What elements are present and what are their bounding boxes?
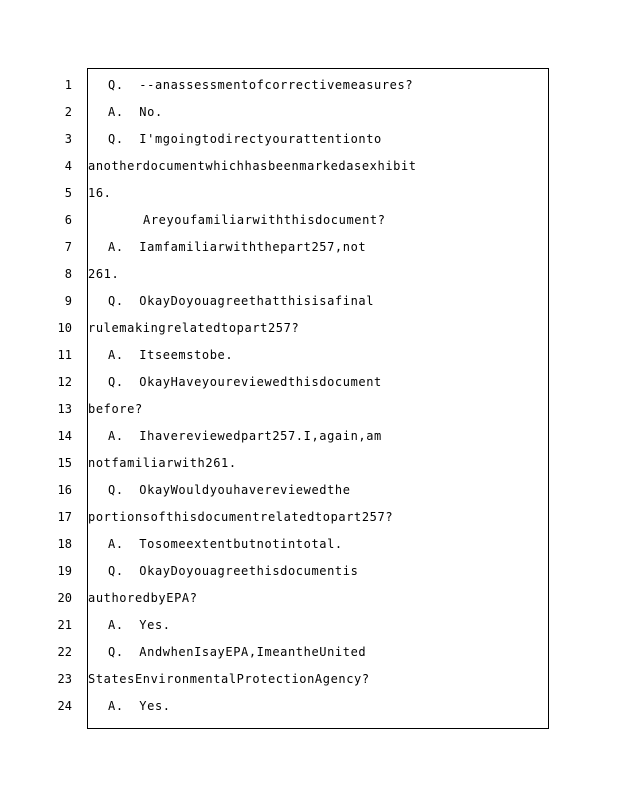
transcript-line: StatesEnvironmentalProtectionAgency? bbox=[88, 672, 370, 686]
transcript-line: Q. OkayDoyouagreethatthisisafinal bbox=[108, 294, 375, 308]
line-number: 23 bbox=[57, 672, 72, 686]
line-number: 6 bbox=[64, 213, 72, 227]
transcript-line: notfamiliarwith261. bbox=[88, 456, 237, 470]
line-number: 5 bbox=[64, 186, 72, 200]
line-number: 7 bbox=[64, 240, 72, 254]
line-number: 13 bbox=[57, 402, 72, 416]
line-number: 8 bbox=[64, 267, 72, 281]
transcript-line: Q. AndwhenIsayEPA,ImeantheUnited bbox=[108, 645, 367, 659]
line-number: 1 bbox=[64, 78, 72, 92]
transcript-line: Q. OkayHaveyoureviewedthisdocument bbox=[108, 375, 382, 389]
transcript-line: A. Itseemstobe. bbox=[108, 348, 234, 362]
transcript-line: portionsofthisdocumentrelatedtopart257? bbox=[88, 510, 394, 524]
line-number: 12 bbox=[57, 375, 72, 389]
transcript-line: Q. OkayDoyouagreethisdocumentis bbox=[108, 564, 359, 578]
line-number: 3 bbox=[64, 132, 72, 146]
line-number: 21 bbox=[57, 618, 72, 632]
transcript-line: A. Tosomeextentbutnotintotal. bbox=[108, 537, 343, 551]
line-number: 10 bbox=[57, 321, 72, 335]
transcript-line: Q. I'mgoingtodirectyourattentionto bbox=[108, 132, 382, 146]
transcript-line: A. Iamfamiliarwiththepart257,not bbox=[108, 240, 367, 254]
transcript-line: Q. --anassessmentofcorrectivemeasures? bbox=[108, 78, 414, 92]
transcript-line: A. No. bbox=[108, 105, 163, 119]
line-number: 19 bbox=[57, 564, 72, 578]
transcript-line: authoredbyEPA? bbox=[88, 591, 198, 605]
transcript-line: A. Ihavereviewedpart257.I,again,am bbox=[108, 429, 382, 443]
transcript-line: 16. bbox=[88, 186, 112, 200]
line-number: 15 bbox=[57, 456, 72, 470]
transcript-line: anotherdocumentwhichhasbeenmarkedasexhibit bbox=[88, 159, 417, 173]
transcript-line: Q. OkayWouldyouhavereviewedthe bbox=[108, 483, 351, 497]
line-number: 16 bbox=[57, 483, 72, 497]
line-number: 20 bbox=[57, 591, 72, 605]
transcript-line: before? bbox=[88, 402, 143, 416]
line-number: 14 bbox=[57, 429, 72, 443]
line-number: 11 bbox=[57, 348, 72, 362]
transcript-line: A. Yes. bbox=[108, 618, 171, 632]
line-number: 18 bbox=[57, 537, 72, 551]
line-number: 9 bbox=[64, 294, 72, 308]
transcript-line: Areyoufamiliarwiththisdocument? bbox=[143, 213, 386, 227]
line-number: 17 bbox=[57, 510, 72, 524]
transcript-line: rulemakingrelatedtopart257? bbox=[88, 321, 300, 335]
transcript-line: 261. bbox=[88, 267, 120, 281]
line-number: 22 bbox=[57, 645, 72, 659]
line-number: 2 bbox=[64, 105, 72, 119]
line-number: 4 bbox=[64, 159, 72, 173]
line-number: 24 bbox=[57, 699, 72, 713]
transcript-line: A. Yes. bbox=[108, 699, 171, 713]
